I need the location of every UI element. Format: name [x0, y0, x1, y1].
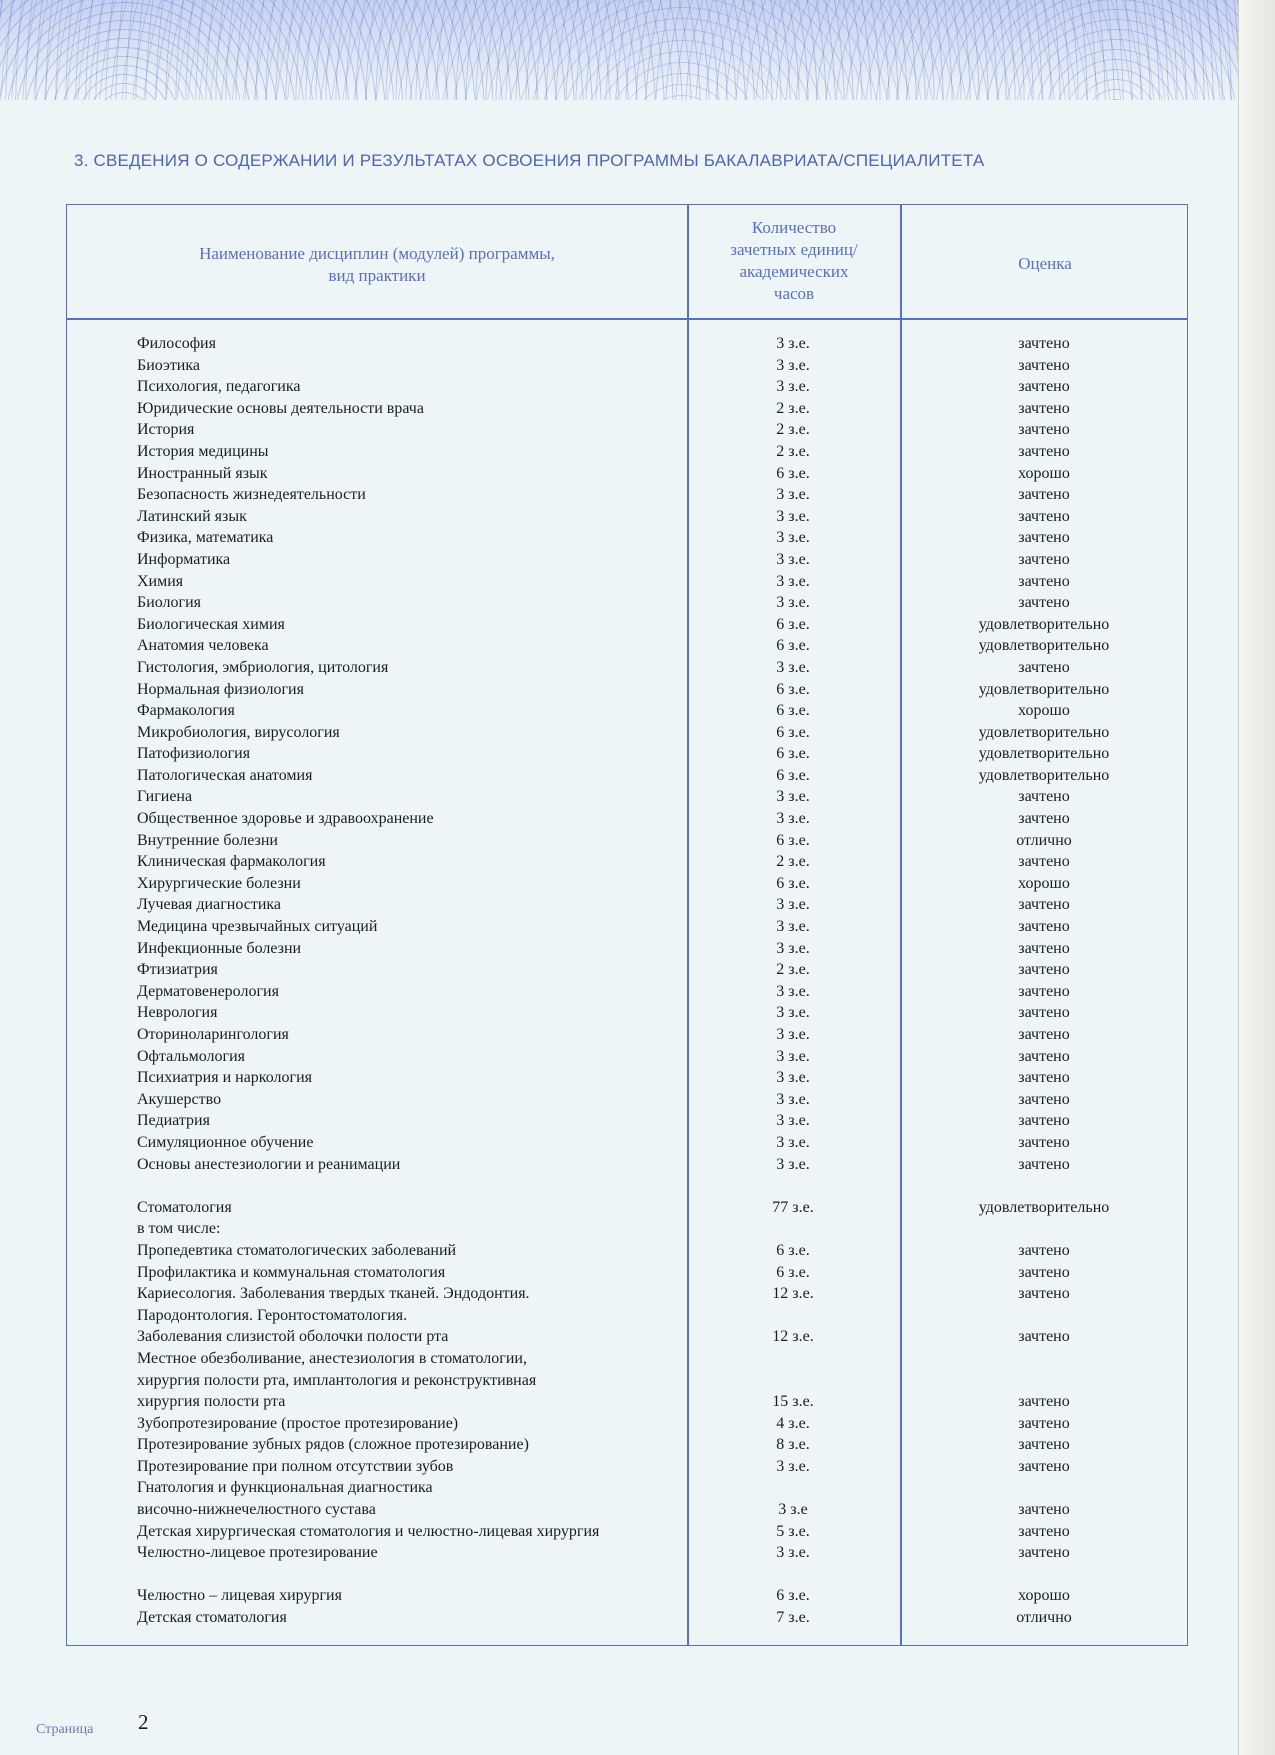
grade-cell: удовлетворительно	[978, 723, 1110, 741]
discipline-name: Основы анестезиологии и реанимации	[137, 1155, 401, 1173]
grade-cell: зачтено	[1018, 788, 1070, 806]
grade-cell: зачтено	[1018, 594, 1070, 612]
discipline-name: Внутренние болезни	[137, 831, 278, 849]
grade-cell: зачтено	[1018, 939, 1070, 957]
credits-cell: 6 з.е.	[776, 702, 810, 720]
table-row	[66, 722, 1188, 744]
credits-cell: 3 з.е.	[776, 550, 810, 568]
grade-cell: отлично	[1016, 831, 1072, 849]
column-header-credits: Количество зачетных единиц/ академических часов	[730, 218, 858, 303]
credits-cell: 3 з.е.	[776, 1004, 810, 1022]
table-row	[66, 1564, 1188, 1586]
table-row	[66, 1067, 1188, 1089]
grade-cell: удовлетворительно	[978, 766, 1110, 784]
grade-cell: зачтено	[1018, 1241, 1070, 1259]
table-row	[66, 1240, 1188, 1262]
credits-cell: 8 з.е.	[776, 1436, 810, 1454]
table-row	[66, 916, 1188, 938]
section-title: 3. СВЕДЕНИЯ О СОДЕРЖАНИИ И РЕЗУЛЬТАТАХ ОСВОЕНИЯ ПРОГРАММЫ БАКАЛАВРИАТА/СПЕЦИАЛИТЕТА	[74, 151, 985, 170]
credits-cell: 3 з.е.	[776, 939, 810, 957]
grade-cell: зачтено	[1018, 1414, 1070, 1432]
discipline-name: Клиническая фармакология	[137, 853, 326, 871]
grade-cell: зачтено	[1018, 1155, 1070, 1173]
table-row	[66, 1197, 1188, 1219]
discipline-name: Биологическая химия	[137, 615, 285, 633]
table-row	[66, 614, 1188, 636]
discipline-name: Стоматология	[137, 1198, 232, 1216]
grade-cell: зачтено	[1018, 1263, 1070, 1281]
table-row	[66, 1046, 1188, 1068]
grade-cell: зачтено	[1018, 1285, 1070, 1303]
grade-cell: зачтено	[1018, 1112, 1070, 1130]
credits-cell: 3 з.е.	[776, 356, 810, 374]
table-row	[66, 700, 1188, 722]
table-row	[66, 635, 1188, 657]
table-row	[66, 506, 1188, 528]
credits-cell: 6 з.е.	[776, 766, 810, 784]
table-row	[66, 1521, 1188, 1543]
table-row	[66, 1089, 1188, 1111]
discipline-name: Биоэтика	[137, 356, 200, 374]
grade-cell: удовлетворительно	[978, 637, 1110, 655]
page-number: 2	[138, 1710, 149, 1734]
scan-page-edge	[1238, 0, 1275, 1755]
credits-cell: 3 з.е.	[776, 788, 810, 806]
header-divider	[67, 318, 1187, 320]
discipline-name: Патологическая анатомия	[137, 766, 313, 784]
grade-cell: зачтено	[1018, 507, 1070, 525]
discipline-name: височно-нижнечелюстного сустава	[137, 1501, 376, 1519]
discipline-name: Пародонтология. Геронтостоматология.	[137, 1306, 408, 1324]
grade-cell: хорошо	[1018, 464, 1070, 482]
discipline-name: Безопасность жизнедеятельности	[137, 486, 366, 504]
grade-cell: хорошо	[1018, 1587, 1070, 1605]
page-label: Страница	[36, 1722, 94, 1737]
discipline-name: хирургия полости рта	[137, 1393, 286, 1411]
credits-cell: 15 з.е.	[772, 1393, 814, 1411]
discipline-name: Микробиология, вирусология	[137, 723, 340, 741]
grade-cell: зачтено	[1018, 810, 1070, 828]
credits-cell: 77 з.е.	[772, 1198, 814, 1216]
discipline-name: Анатомия человека	[137, 637, 269, 655]
table-row	[66, 981, 1188, 1003]
discipline-name: Педиатрия	[137, 1112, 210, 1130]
discipline-name: Общественное здоровье и здравоохранение	[137, 810, 434, 828]
table-row	[66, 1585, 1188, 1607]
discipline-name: Физика, математика	[137, 529, 274, 547]
discipline-name: хирургия полости рта, имплантология и реконструктивная	[137, 1371, 537, 1389]
grade-cell: зачтено	[1018, 1544, 1070, 1562]
table-row	[66, 873, 1188, 895]
credits-cell: 5 з.е.	[776, 1522, 810, 1540]
grade-cell: зачтено	[1018, 356, 1070, 374]
credits-cell: 3 з.е.	[776, 1047, 810, 1065]
credits-cell: 6 з.е.	[776, 874, 810, 892]
discipline-name: Медицина чрезвычайных ситуаций	[137, 918, 378, 936]
table-row	[66, 808, 1188, 830]
credits-cell: 2 з.е.	[776, 399, 810, 417]
credits-cell: 3 з.е.	[776, 335, 810, 352]
credits-cell: 2 з.е.	[776, 442, 810, 460]
table-row	[66, 1218, 1188, 1240]
discipline-name: Дерматовенерология	[137, 982, 279, 1000]
credits-cell: 12 з.е.	[772, 1285, 814, 1303]
credits-cell: 4 з.е.	[776, 1414, 810, 1432]
discipline-name: Детская хирургическая стоматология и челюстно-лицевая хирургия	[137, 1522, 600, 1540]
table-row	[66, 1305, 1188, 1327]
table-row	[66, 1456, 1188, 1478]
table-row	[66, 527, 1188, 549]
grade-cell: зачтено	[1018, 1133, 1070, 1151]
grade-cell: удовлетворительно	[978, 1198, 1110, 1216]
table-row	[66, 549, 1188, 571]
table-row	[66, 1110, 1188, 1132]
table-row	[66, 419, 1188, 441]
grade-cell: зачтено	[1018, 1393, 1070, 1411]
table-row	[66, 851, 1188, 873]
grade-cell: зачтено	[1018, 1004, 1070, 1022]
credits-cell: 6 з.е.	[776, 615, 810, 633]
discipline-name: Нормальная физиология	[137, 680, 304, 698]
credits-cell: 6 з.е.	[776, 1587, 810, 1605]
discipline-name: Гистология, эмбриология, цитология	[137, 658, 389, 676]
discipline-name: Заболевания слизистой оболочки полости рта	[137, 1328, 449, 1346]
table-row	[66, 398, 1188, 420]
discipline-name: Информатика	[137, 550, 231, 568]
table-row	[66, 1002, 1188, 1024]
table-row	[66, 1262, 1188, 1284]
credits-cell: 3 з.е.	[776, 1090, 810, 1108]
discipline-name: Офтальмология	[137, 1047, 246, 1065]
table-row	[66, 484, 1188, 506]
discipline-name: Фтизиатрия	[137, 961, 218, 979]
table-row	[66, 679, 1188, 701]
credits-cell: 6 з.е.	[776, 464, 810, 482]
grade-cell: зачтено	[1018, 529, 1070, 547]
column-header-grade: Оценка	[1018, 254, 1072, 273]
discipline-name: Философия	[137, 335, 216, 352]
table-row	[66, 657, 1188, 679]
discipline-name: Гигиена	[137, 788, 193, 806]
discipline-name: Психология, педагогика	[137, 378, 301, 396]
table-row	[66, 1391, 1188, 1413]
table-row	[66, 1499, 1188, 1521]
discipline-name: Симуляционное обучение	[137, 1133, 314, 1151]
grade-cell: зачтено	[1018, 982, 1070, 1000]
grade-cell: удовлетворительно	[978, 680, 1110, 698]
discipline-name: Психиатрия и наркология	[137, 1069, 313, 1087]
table-row	[66, 333, 1188, 355]
grade-cell: зачтено	[1018, 918, 1070, 936]
grade-cell: удовлетворительно	[978, 615, 1110, 633]
discipline-name: Иностранный язык	[137, 464, 268, 482]
table-row	[66, 571, 1188, 593]
discipline-name: Протезирование зубных рядов (сложное протезирование)	[137, 1436, 529, 1454]
credits-cell: 3 з.е.	[776, 918, 810, 936]
credits-cell: 2 з.е.	[776, 853, 810, 871]
discipline-name: Хирургические болезни	[137, 874, 301, 892]
table-row	[66, 1154, 1188, 1176]
table-row	[66, 376, 1188, 398]
column-header-discipline: Наименование дисциплин (модулей) программы, вид практики	[199, 244, 555, 285]
grade-cell: зачтено	[1018, 658, 1070, 676]
credits-cell: 3 з.е.	[776, 1069, 810, 1087]
table-row	[66, 1326, 1188, 1348]
table-row	[66, 1607, 1188, 1629]
credits-cell: 6 з.е.	[776, 1241, 810, 1259]
discipline-name: Оториноларингология	[137, 1026, 289, 1043]
grade-cell: зачтено	[1018, 1501, 1070, 1519]
credits-cell: 6 з.е.	[776, 745, 810, 763]
discipline-name: Кариесология. Заболевания твердых тканей. Эндодонтия.	[137, 1285, 530, 1303]
credits-cell: 3 з.е.	[776, 507, 810, 525]
credits-cell: 2 з.е.	[776, 961, 810, 979]
table-row	[66, 1370, 1188, 1392]
credits-cell: 3 з.е.	[776, 378, 810, 396]
table-row	[66, 463, 1188, 485]
credits-cell: 6 з.е.	[776, 680, 810, 698]
table-row	[66, 1024, 1188, 1046]
grade-cell: удовлетворительно	[978, 745, 1110, 763]
grade-cell: зачтено	[1018, 421, 1070, 439]
table-row	[66, 1348, 1188, 1370]
grade-cell: зачтено	[1018, 896, 1070, 914]
table-row	[66, 1132, 1188, 1154]
credits-cell: 3 з.е.	[776, 658, 810, 676]
credits-cell: 3 з.е.	[776, 1133, 810, 1151]
table-row	[66, 938, 1188, 960]
grade-cell: зачтено	[1018, 378, 1070, 396]
grade-cell: зачтено	[1018, 1436, 1070, 1454]
discipline-name: Челюстно-лицевое протезирование	[137, 1544, 378, 1562]
credits-cell: 2 з.е.	[776, 421, 810, 439]
grade-cell: зачтено	[1018, 1090, 1070, 1108]
grade-cell: хорошо	[1018, 874, 1070, 892]
credits-cell: 7 з.е.	[776, 1609, 810, 1627]
discipline-name: Инфекционные болезни	[137, 939, 302, 957]
credits-cell: 6 з.е.	[776, 723, 810, 741]
table-row	[66, 959, 1188, 981]
table-row	[66, 765, 1188, 787]
table-row	[66, 1413, 1188, 1435]
discipline-name: Челюстно – лицевая хирургия	[137, 1587, 342, 1605]
discipline-name: Пропедевтика стоматологических заболеваний	[137, 1241, 457, 1259]
grade-cell: зачтено	[1018, 853, 1070, 871]
grade-cell: отлично	[1016, 1609, 1072, 1627]
grade-cell: зачтено	[1018, 335, 1070, 352]
table-row	[66, 1283, 1188, 1305]
table-row	[66, 355, 1188, 377]
credits-cell: 3 з.е.	[776, 486, 810, 504]
credits-cell: 6 з.е.	[776, 1263, 810, 1281]
table-row	[66, 1434, 1188, 1456]
credits-cell: 12 з.е.	[772, 1328, 814, 1346]
credits-cell: 3 з.е.	[776, 1112, 810, 1130]
discipline-name: Профилактика и коммунальная стоматология	[137, 1263, 446, 1281]
grade-cell: зачтено	[1018, 1457, 1070, 1475]
table-row	[66, 894, 1188, 916]
credits-cell: 3 з.е.	[776, 810, 810, 828]
discipline-name: Детская стоматология	[137, 1609, 287, 1627]
credits-cell: 3 з.е.	[776, 896, 810, 914]
discipline-name: Юридические основы деятельности врача	[137, 399, 424, 417]
table-row	[66, 1477, 1188, 1499]
discipline-name: История медицины	[137, 442, 269, 460]
credits-cell: 3 з.е	[778, 1501, 808, 1519]
table-row	[66, 786, 1188, 808]
credits-cell: 3 з.е.	[776, 1544, 810, 1562]
table-row	[66, 441, 1188, 463]
discipline-name: Местное обезболивание, анестезиология в стоматологии,	[137, 1349, 527, 1367]
grade-cell: зачтено	[1018, 1026, 1070, 1043]
credits-cell: 3 з.е.	[776, 1457, 810, 1475]
security-pattern-band	[0, 0, 1240, 100]
table-row	[66, 592, 1188, 614]
credits-cell: 6 з.е.	[776, 637, 810, 655]
grade-cell: зачтено	[1018, 1328, 1070, 1346]
discipline-name: История	[137, 421, 195, 439]
grade-cell: зачтено	[1018, 486, 1070, 504]
grade-cell: зачтено	[1018, 1522, 1070, 1540]
credits-cell: 3 з.е.	[776, 1026, 810, 1043]
discipline-name: Гнатология и функциональная диагностика	[137, 1479, 433, 1497]
table-row	[66, 743, 1188, 765]
table-body	[66, 333, 1188, 1629]
discipline-name: Фармакология	[137, 702, 235, 720]
discipline-name: Неврология	[137, 1004, 218, 1022]
discipline-name: Акушерство	[137, 1090, 222, 1108]
credits-cell: 3 з.е.	[776, 529, 810, 547]
discipline-name: Лучевая диагностика	[137, 896, 282, 914]
grade-cell: хорошо	[1018, 702, 1070, 720]
credits-cell: 3 з.е.	[776, 572, 810, 590]
grade-cell: зачтено	[1018, 399, 1070, 417]
grade-cell: зачтено	[1018, 1047, 1070, 1065]
discipline-name: Латинский язык	[137, 507, 247, 525]
credits-cell: 6 з.е.	[776, 831, 810, 849]
discipline-name: Патофизиология	[137, 745, 251, 763]
grade-cell: зачтено	[1018, 550, 1070, 568]
grade-cell: зачтено	[1018, 572, 1070, 590]
table-row	[66, 830, 1188, 852]
credits-cell: 3 з.е.	[776, 982, 810, 1000]
discipline-name: Зубопротезирование (простое протезирование)	[137, 1414, 459, 1432]
grade-cell: зачтено	[1018, 442, 1070, 460]
discipline-name: Протезирование при полном отсутствии зубов	[137, 1457, 454, 1475]
credits-cell: 3 з.е.	[776, 594, 810, 612]
credits-cell: 3 з.е.	[776, 1155, 810, 1173]
table-row	[66, 1175, 1188, 1197]
discipline-name: Биология	[137, 594, 202, 612]
discipline-name: в том числе:	[137, 1220, 221, 1238]
table-row	[66, 1542, 1188, 1564]
grade-cell: зачтено	[1018, 961, 1070, 979]
grade-cell: зачтено	[1018, 1069, 1070, 1087]
discipline-name: Химия	[137, 572, 184, 590]
